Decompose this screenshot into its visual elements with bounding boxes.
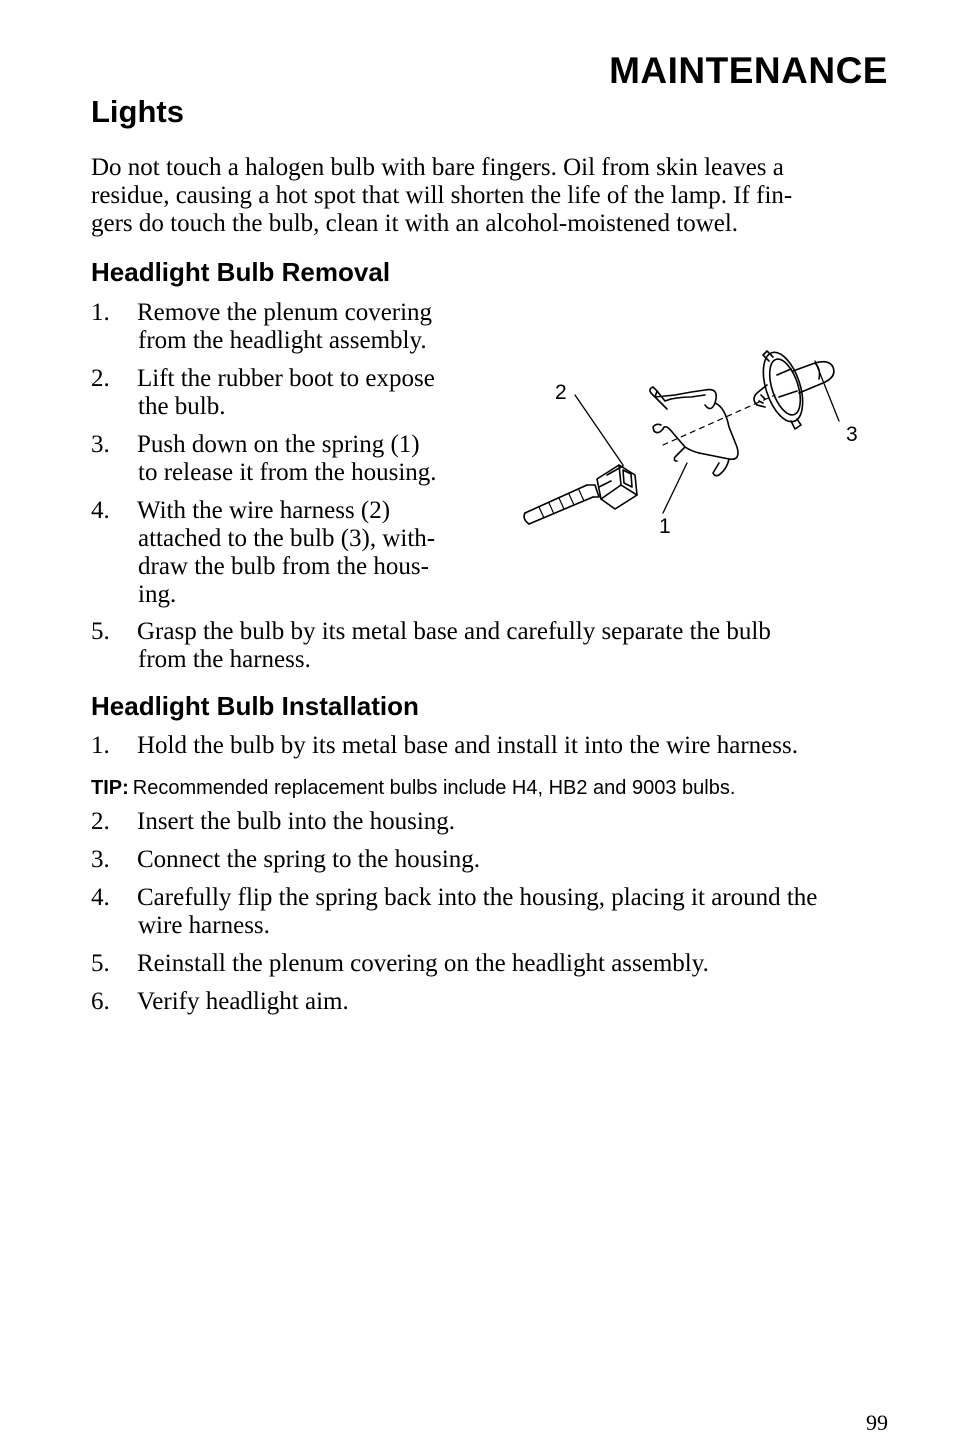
step-text: attached to the bulb (3), with-: [138, 525, 436, 552]
callout-leader-bulb: [815, 361, 839, 421]
step-text: draw the bulb from the hous-: [138, 553, 429, 580]
step-number: 1.: [91, 299, 110, 326]
step-text: Remove the plenum covering: [137, 299, 433, 326]
step-text: to release it from the housing.: [138, 459, 437, 486]
headlight-bulb-diagram: [515, 335, 865, 545]
step-text: With the wire harness (2): [137, 497, 391, 524]
step-text: Push down on the spring (1): [137, 431, 420, 458]
step-number: 4.: [91, 884, 110, 911]
step-number: 5.: [91, 950, 110, 977]
list-item: [91, 808, 817, 836]
tip-label: TIP:: [91, 777, 129, 799]
removal-heading: Headlight Bulb Removal: [91, 257, 391, 287]
callout-leader-harness: [575, 395, 623, 465]
intro-line: residue, causing a hot spot that will shorten the life of the lamp. If fin-: [91, 182, 793, 209]
step-text: Insert the bulb into the housing.: [137, 808, 456, 835]
list-item: [91, 732, 798, 760]
list-item: [91, 988, 817, 1016]
list-item: [91, 846, 817, 874]
step-text: ing.: [138, 581, 177, 608]
step-text: Lift the rubber boot to expose: [137, 365, 435, 392]
list-item: [91, 884, 817, 940]
step-text: Hold the bulb by its metal base and install it into the wire harness.: [137, 732, 798, 759]
step-text: the bulb.: [138, 393, 226, 420]
step-number: 5.: [91, 618, 110, 645]
callout-leader-spring: [663, 463, 687, 513]
tip-text: Recommended replacement bulbs include H4, HB2 and 9003 bulbs.: [132, 777, 736, 799]
step-text: from the harness.: [138, 646, 311, 673]
wire-harness-illustration: [524, 465, 637, 524]
installation-heading: Headlight Bulb Installation: [91, 691, 419, 721]
step-number: 1.: [91, 732, 110, 759]
tip-note: [91, 776, 735, 800]
intro-line: gers do touch the bulb, clean it with an alcohol-moistened towel.: [91, 210, 739, 237]
step-text: wire harness.: [138, 912, 270, 939]
callout-label-spring: 1: [659, 515, 671, 538]
list-item: [91, 618, 771, 674]
step-number: 2.: [91, 808, 110, 835]
installation-steps-b: [91, 808, 817, 1016]
halogen-bulb-illustration: [754, 348, 834, 429]
installation-steps-a: [91, 732, 798, 760]
step-text: Carefully flip the spring back into the housing, placing it around the: [137, 884, 818, 911]
intro-line: Do not touch a halogen bulb with bare fingers. Oil from skin leaves a: [91, 154, 784, 181]
page-number: 99: [866, 1410, 888, 1435]
step-number: 3.: [91, 846, 110, 873]
list-item: [91, 950, 817, 978]
step-text: Grasp the bulb by its metal base and carefully separate the bulb: [137, 618, 771, 645]
step-number: 2.: [91, 365, 110, 392]
step-number: 4.: [91, 497, 110, 524]
callout-label-bulb: 3: [846, 423, 858, 446]
step-text: Connect the spring to the housing.: [137, 846, 481, 873]
section-header: MAINTENANCE: [609, 50, 888, 91]
page-title: Lights: [91, 94, 184, 129]
intro-paragraph: [91, 154, 881, 238]
step-number: 6.: [91, 988, 110, 1015]
step-text: Verify headlight aim.: [137, 988, 349, 1015]
step-number: 3.: [91, 431, 110, 458]
step-text: from the headlight assembly.: [138, 327, 427, 354]
callout-label-harness: 2: [555, 381, 567, 404]
step-text: Reinstall the plenum covering on the headlight assembly.: [137, 950, 709, 977]
